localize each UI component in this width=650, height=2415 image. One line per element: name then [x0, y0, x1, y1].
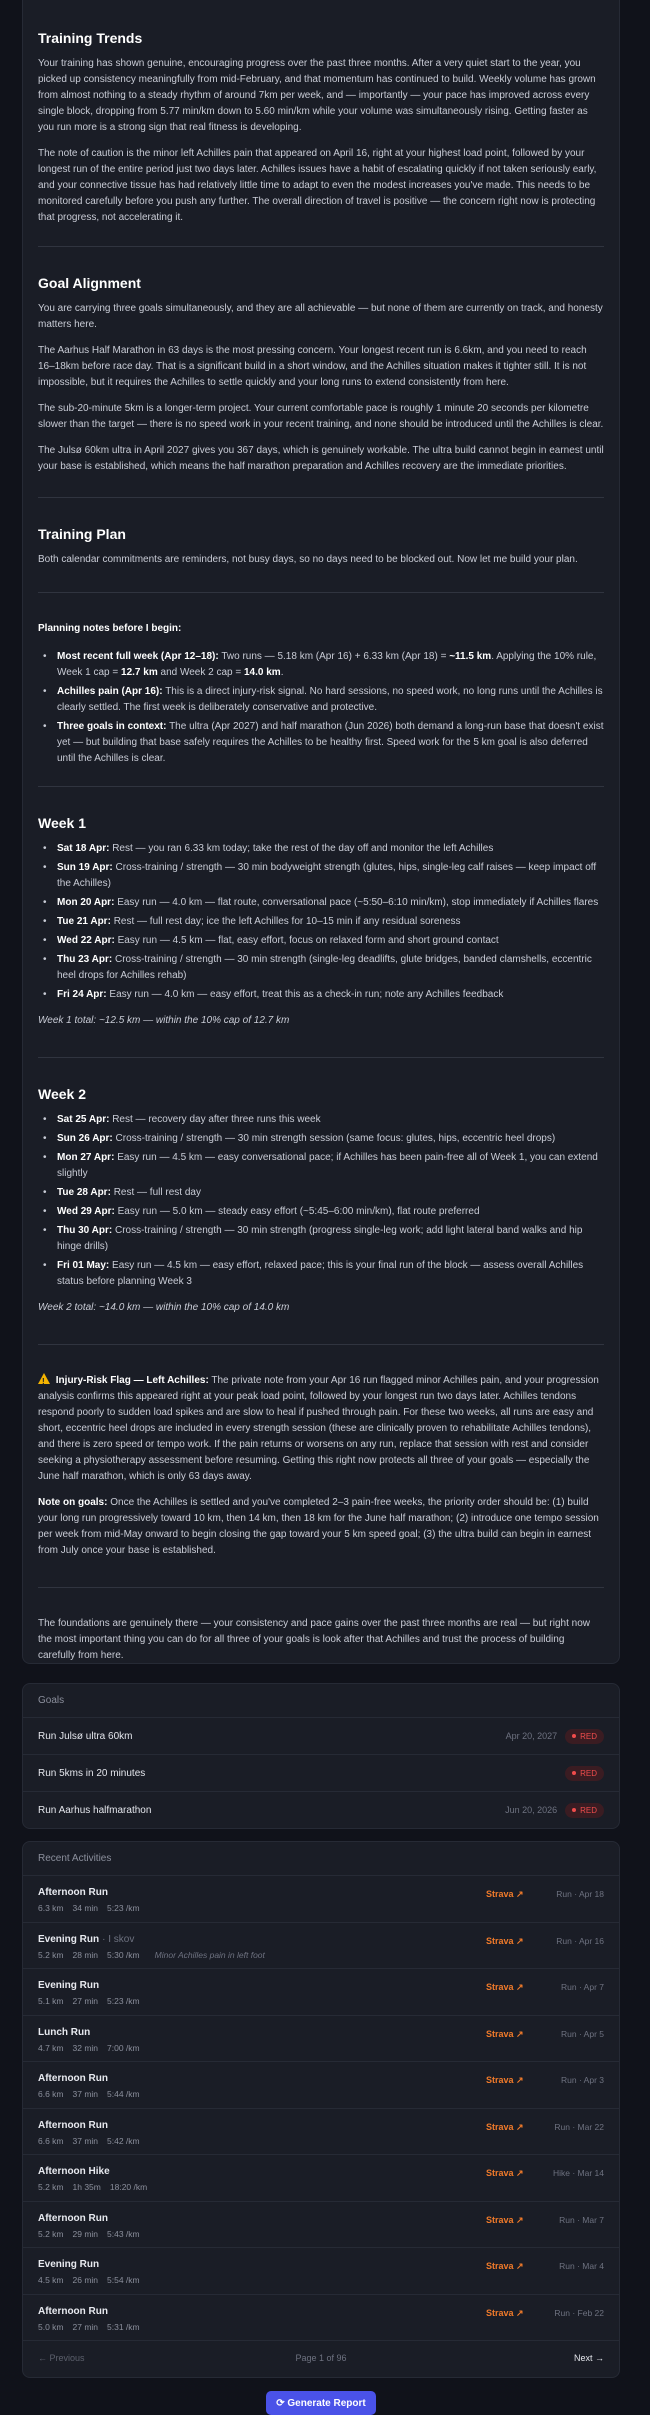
list-item: • Wed 29 Apr: Easy run — 5.0 km — steady easy effort (~5:45–6:00 min/km), flat route preferred [38, 1204, 604, 1220]
activity-stats: 5.2 km 28 min 5:30 /km Minor Achilles pain in left foot [38, 1949, 265, 1960]
activity-row[interactable] [23, 1876, 619, 1923]
goal-row[interactable] [23, 1792, 619, 1828]
status-dot-icon [572, 1734, 576, 1738]
activity-row[interactable] [23, 1923, 619, 1970]
week1-list [38, 841, 604, 1003]
divider [38, 246, 604, 247]
activity-stats: 5.2 km 1h 35m 18:20 /km [38, 2182, 148, 2192]
activity-stats: 5.1 km 27 min 5:23 /km [38, 1996, 140, 2006]
divider [38, 1344, 604, 1345]
activity-meta: Run · Mar 22 [554, 2121, 604, 2132]
status-badge: RED [565, 1729, 604, 1744]
activity-row[interactable] [23, 2202, 619, 2249]
list-item: • Sun 19 Apr: Cross-training / strength — 30 min bodyweight strength (glutes, hips, single-leg calf raises — keep impact off the Achilles) [38, 860, 604, 892]
list-item: • Mon 20 Apr: Easy run — 4.0 km — flat route, conversational pace (~5:50–6:10 min/km), stop immediately if Achilles flares [38, 895, 604, 911]
page-indicator: Page 1 of 96 [295, 2353, 347, 2363]
pagination [23, 2341, 619, 2375]
activity-stats: 5.0 km 27 min 5:31 /km [38, 2321, 140, 2332]
activity-stats: 6.3 km 34 min 5:23 /km [38, 1903, 140, 1913]
activity-name: Afternoon Run [38, 2119, 108, 2131]
strava-link[interactable]: Strava ↗ [486, 1889, 524, 1899]
section-heading: Week 2 [38, 1086, 86, 1102]
strava-link[interactable]: Strava ↗ [486, 2307, 524, 2318]
list-item: • Three goals in context: The ultra (Apr 2027) and half marathon (Jun 2026) both demand a long-run base that doesn't exist yet — but building that base safely requires the Achilles to be healthy first. Speed work for the 5 km goal is also deferred until the Achilles is clear. [38, 719, 604, 767]
activities-panel-title: Recent Activities [23, 1842, 619, 1876]
planning-notes-heading: Planning notes before I begin: [38, 623, 182, 634]
strava-link[interactable]: Strava ↗ [486, 2075, 524, 2085]
status-badge: RED [565, 1803, 604, 1818]
section-heading: Goal Alignment [38, 275, 141, 291]
activity-meta: Run · Apr 5 [561, 2028, 604, 2039]
list-item: • Thu 30 Apr: Cross-training / strength — 30 min strength (progress single-leg work; add light lateral band walks and hip hinge drills) [38, 1223, 604, 1255]
activity-stats: 6.6 km 37 min 5:42 /km [38, 2135, 140, 2146]
goal-date: Apr 20, 2027 [505, 1731, 558, 1741]
activity-stats: 5.2 km 29 min 5:43 /km [38, 2228, 140, 2239]
paragraph: The note of caution is the minor left Achilles pain that appeared on April 16, right at your highest load point, followed by your longest run of the entire period just two days later. Achilles issues have a habit of escalating quickly if not taken seriously early, and your connective tissue has had relatively little time to adapt to even the modest increases you've made. This needs to be monitored carefully before you push any further. The overall direction of travel is positive — the concern right now is protecting that progress, not accelerating it. [38, 148, 597, 223]
goal-date: Jun 20, 2026 [505, 1805, 558, 1815]
strava-link[interactable]: Strava ↗ [486, 2214, 524, 2225]
injury-flag-section [38, 1373, 604, 1559]
goals-panel [22, 1683, 620, 1829]
goal-name: Run Julsø ultra 60km [38, 1730, 133, 1742]
strava-link[interactable]: Strava ↗ [486, 2121, 524, 2132]
list-item: • Most recent full week (Apr 12–18): Two runs — 5.18 km (Apr 16) + 6.33 km (Apr 18) = ~11.5 km. Applying the 10% rule, Week 1 cap = 12.7 km and Week 2 cap = 14.0 km. [38, 649, 604, 681]
paragraph: The Julsø 60km ultra in April 2027 gives you 367 days, which is genuinely workable. The ultra build cannot begin in earnest until your base is established, which means the half marathon preparation and Achilles recovery are the immediate priorities. [38, 445, 604, 472]
section-heading: Training Trends [38, 30, 143, 46]
week1-section [38, 815, 604, 1029]
activity-row[interactable] [23, 2155, 619, 2202]
previous-page-button[interactable]: ← Previous [38, 2353, 85, 2363]
activity-name: Evening Run [38, 2259, 100, 2270]
list-item: • Sat 25 Apr: Rest — recovery day after three runs this week [38, 1112, 604, 1128]
report-card [22, 0, 620, 1664]
status-badge: RED [565, 1766, 604, 1781]
divider [38, 786, 604, 787]
planning-notes-list [38, 649, 604, 767]
activity-row[interactable] [23, 2295, 619, 2342]
injury-flag-paragraph: ! Injury-Risk Flag — Left Achilles: The private note from your Apr 16 run flagged minor Achilles pain, and your progression analysis confirms this appeared right at your peak load point, followed by your longest run two days later. Achilles tendons respond poorly to sudden load spikes and are slow to heal if pushed through pain. For these two weeks, all runs are easy and short, eccentric heel drops are included in every strength session (these are clinically proven to rehabilitate Achilles tendons), and there is zero speed or tempo work. If the pain returns or worsens on any run, replace that session with rest and consider seeking a physiotherapy assessment before resuming. Getting this right now protects all three of your goals — especially the June half marathon, which is only 63 days away. [38, 1373, 604, 1485]
status-dot-icon [572, 1808, 576, 1812]
training-plan-section [38, 526, 604, 568]
goal-row[interactable] [23, 1755, 619, 1792]
activity-name: Evening Run · I skov [38, 1933, 135, 1945]
goal-name: Run Aarhus halfmarathon [38, 1804, 152, 1816]
paragraph: The Aarhus Half Marathon in 63 days is the most pressing concern. Your longest recent run is 6.6km, and you need to reach 16–18km before race day. That is a significant build in a short window, and the Achilles situation makes it tighter still. It is not impossible, but it requires the Achilles to settle quickly and your long runs to extend consistently from here. [38, 345, 587, 388]
paragraph: The sub-20-minute 5km is a longer-term project. Your current comfortable pace is roughly 1 minute 20 seconds per kilometre slower than the target — there is no speed work in your recent training, and none should be introduced until the Achilles is clear. [38, 403, 604, 430]
divider [38, 592, 604, 593]
divider [38, 1587, 604, 1588]
next-page-button[interactable]: Next → [573, 2353, 604, 2363]
list-item: • Sat 18 Apr: Rest — you ran 6.33 km today; take the rest of the day off and monitor the left Achilles [38, 841, 604, 857]
activity-name: Afternoon Run [38, 1887, 108, 1898]
strava-link[interactable]: Strava ↗ [486, 2261, 524, 2271]
activity-stats: 4.5 km 26 min 5:54 /km [38, 2275, 140, 2285]
closing-paragraph: The foundations are genuinely there — your consistency and pace gains over the past three months are real — but right now the most important thing you can do for all three of your goals is look after that Achilles and trust the process of building carefully from here. [38, 1618, 590, 1661]
activity-meta: Hike · Mar 14 [552, 2168, 604, 2178]
activity-row[interactable] [23, 2062, 619, 2109]
activity-row[interactable] [23, 2016, 619, 2063]
activity-meta: Run · Apr 16 [556, 1935, 604, 1946]
list-item: • Fri 24 Apr: Easy run — 4.0 km — easy effort, treat this as a check-in run; note any Achilles feedback [38, 987, 604, 1003]
list-item: • Fri 01 May: Easy run — 4.5 km — easy effort, relaxed pace; this is your final run of the block — assess overall Achilles status before planning Week 3 [38, 1258, 604, 1290]
activity-name: Afternoon Hike [38, 2166, 110, 2177]
activity-row[interactable] [23, 1969, 619, 2016]
paragraph: Both calendar commitments are reminders, not busy days, so no days need to be blocked out. Now let me build your plan. [38, 554, 578, 565]
section-heading: Training Plan [38, 526, 126, 542]
activity-meta: Run · Apr 18 [556, 1889, 604, 1899]
paragraph: You are carrying three goals simultaneously, and they are all achievable — but none of them are currently on track, and honesty matters here. [38, 303, 603, 330]
activity-meta: Run · Mar 4 [559, 2261, 604, 2271]
list-item: • Tue 21 Apr: Rest — full rest day; ice the left Achilles for 10–15 min if any residual soreness [38, 914, 604, 930]
activity-meta: Run · Feb 22 [554, 2307, 604, 2318]
goals-panel-title: Goals [23, 1684, 619, 1718]
week-total: Week 1 total: ~12.5 km — within the 10% cap of 12.7 km [38, 1015, 290, 1026]
section-heading: Week 1 [38, 815, 86, 831]
activity-stats: 4.7 km 32 min 7:00 /km [38, 2042, 140, 2053]
activity-name: Evening Run [38, 1980, 100, 1991]
activity-meta: Run · Mar 7 [559, 2214, 604, 2225]
list-item: • Wed 22 Apr: Easy run — 4.5 km — flat, easy effort, focus on relaxed form and short ground contact [38, 933, 604, 949]
goal-name: Run 5kms in 20 minutes [38, 1767, 146, 1779]
activity-name: Lunch Run [38, 2026, 91, 2038]
week-total: Week 2 total: ~14.0 km — within the 10% cap of 14.0 km [38, 1302, 290, 1313]
activity-meta: Run · Apr 3 [561, 2075, 604, 2085]
strava-link[interactable]: Strava ↗ [486, 2168, 524, 2178]
strava-link[interactable]: Strava ↗ [486, 2028, 524, 2039]
list-item: • Achilles pain (Apr 16): This is a direct injury-risk signal. No hard sessions, no speed work, no long runs until the Achilles is clearly settled. The first week is deliberately conservative and protective. [38, 684, 604, 716]
warning-icon [38, 1373, 50, 1384]
goals-note-paragraph: Note on goals: Once the Achilles is settled and you've completed 2–3 pain-free weeks, the priority order should be: (1) build your long run progressively toward 10 km, then 14 km, then 18 km for the June half marathon; (2) introduce one tempo session per week from mid-May onward to begin closing the gap toward your 5 km speed goal; (3) the ultra build can begin in earnest from July once your base is established. [38, 1497, 599, 1556]
status-dot-icon [572, 1771, 576, 1775]
paragraph: Your training has shown genuine, encouraging progress over the past three months. After a very quiet start to the year, you picked up consistency meaningfully from mid-February, and that momentum has continued to build. Weekly volume has grown from almost nothing to a steady rhythm of around 7km per week, and — importantly — your pace has improved across every single block, dropping from 5.77 min/km down to 5.60 min/km while your volume was simultaneously rising. Getting faster as you run more is a strong sign that real fitness is developing. [38, 58, 596, 133]
planning-notes-section [38, 621, 604, 767]
strava-link[interactable]: Strava ↗ [486, 1935, 524, 1946]
activities-panel [22, 1841, 620, 2378]
list-item: • Sun 26 Apr: Cross-training / strength — 30 min strength session (same focus: glutes, hips, eccentric heel drops) [38, 1131, 604, 1147]
list-item: • Tue 28 Apr: Rest — full rest day [38, 1185, 604, 1201]
activity-meta: Run · Apr 7 [561, 1982, 604, 1992]
activity-row[interactable] [23, 2109, 619, 2156]
goal-row[interactable] [23, 1718, 619, 1755]
week2-section [38, 1086, 604, 1316]
activity-name: Afternoon Run [38, 2212, 108, 2224]
list-item: • Mon 27 Apr: Easy run — 4.5 km — easy conversational pace; if Achilles has been pain-free all of Week 1, you can extend slightly [38, 1150, 604, 1182]
activity-stats: 6.6 km 37 min 5:44 /km [38, 2089, 140, 2099]
week2-list [38, 1112, 604, 1290]
divider [38, 1057, 604, 1058]
divider [38, 497, 604, 498]
strava-link[interactable]: Strava ↗ [486, 1982, 524, 1992]
list-item: • Thu 23 Apr: Cross-training / strength — 30 min strength (single-leg deadlifts, glute bridges, banded clamshells, eccentric heel drops for Achilles rehab) [38, 952, 604, 984]
activity-row[interactable] [23, 2248, 619, 2295]
activity-name: Afternoon Run [38, 2073, 108, 2084]
generate-report-button[interactable]: ⟳ Generate Report [266, 2391, 376, 2415]
goal-alignment-section [38, 275, 604, 475]
training-trends-section [38, 30, 604, 226]
activity-name: Afternoon Run [38, 2305, 108, 2317]
